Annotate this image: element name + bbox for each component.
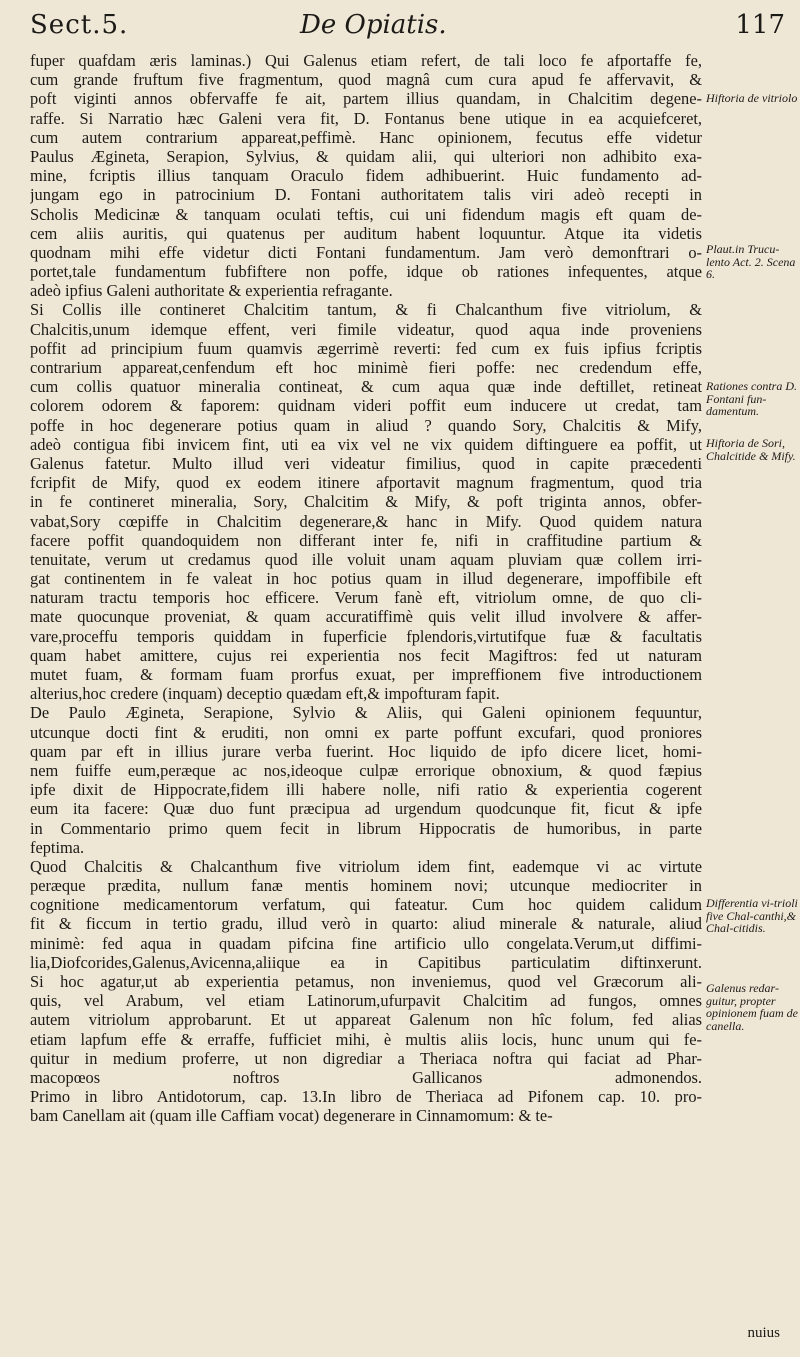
text-line: bam Canellam ait (quam ille Caffiam vocat) degenerare in Cinnamomum: & te- [30,1106,553,1126]
text-line: cum autem contrarium appareat,peffimè. Hanc opinionem, fecutus effe videtur [30,127,702,147]
margin-note-6: Galenus redar-guitur, propter opinionem fuam de canella. [706,981,798,1033]
text-line: Chalcitis,unum idemque effent, veri fimile videatur, quod aqua inde proveniens [30,319,702,339]
section-label: Sect.5. [30,10,129,40]
text-line: autem vitriolum approbarunt. Et ut appareat Galenum non hîc folum, fed alias [30,1010,702,1030]
text-line: vabat,Sory cœpiffe in Chalcitim degenerare,& hanc in Mify. Quod quidem natura [30,511,702,531]
text-line: raffe. Si Narratio hæc Galeni vera fit, D. Fontanus bene utique in ea acquiefceret, [30,108,702,128]
main-text-block [30,51,702,1126]
margin-note-5: Differentia vi-trioli five Chal-canthi,& Chal-citidis. [706,896,798,935]
margin-note-4: Hiftoria de Sori, Chalcitide & Mify. [706,436,796,463]
text-line: Si hoc agatur,ut ab experientia petamus, non inveniemus, quod vel Græcorum ali- [30,972,702,991]
running-header [30,10,785,50]
text-line: peræque prædita, nullum fanæ mentis hominem novi; utcunque mediocriter in [30,876,702,896]
text-line: in fe contineret mineralia, Sory, Chalcitim & Mify, & poft triginta annos, obfer- [30,492,702,512]
text-line: Quod Chalcitis & Chalcanthum five vitriolum idem fint, eademque vi ac virtute [30,856,702,876]
text-line: vare,proceffu temporis quiddam in fuperficie fplendoris,virtutifque fuæ & facultatis [30,626,702,646]
text-line: quam par eft in illius jurare verba fuerint. Hoc liquido de ipfo dicere licet, homi- [30,741,702,761]
text-line: minimè: fed aqua in quadam pifcina fine artificio ullo congelata.Verum,ut diffimi- [30,933,702,953]
text-line: nem fuiffe eum,peræque ac nos,ideoque culpæ errorique obnoxium, & quod fæpius [30,760,702,780]
text-line: poffit ad principium fuum quamvis ægerrimè reverti: fed cum ex fuis ipfius fcriptis [30,338,702,358]
page-number: 117 [735,10,785,40]
text-line: mine, fcriptis illius tanquam Oraculo fidem adhibuerint. Huic fundamento ad- [30,166,702,186]
text-line: portet,tale fundamentum fubfiftere non poffe, idque ob rationes infequentes, atque [30,262,702,282]
text-line: ipfe dixit de Hippocrate,fidem illi habere nolle, nifi ratio & experientia cogerent [30,780,702,800]
text-line: eum ita facere: Quæ duo funt præcipua ad urgendum quodcunque fit, ficut & ipfe [30,799,702,819]
text-line: gat continentem in fe valeat in hoc potius quam in illud degenerare, impoffibile eft [30,569,702,589]
text-line: naturam tractu temporis hoc efficere. Verum fanè eft, vitriolum omne, de quo cli- [30,588,702,608]
text-line: fuper quafdam æris laminas.) Qui Galenus etiam refert, de tali loco fe afportaffe fe, [30,51,702,70]
text-line: mate quocunque proveniat, & quam accuratiffimè quis velit illud involvere & affer- [30,607,702,627]
text-line: feptima. [30,837,85,857]
text-line: jungam ego in patrocinium D. Fontani authoritatem talis viri adeò recepti in [30,185,702,205]
text-line: alterius,hoc credere (inquam) deceptio quædam eft,& impofturam fapit. [30,684,500,704]
text-line: quodnam mihi effe videtur dicti Fontani fundamentum. Jam verò demonftrari o- [30,242,702,262]
text-line: adeò contigua fibi invicem fint, uti ea vix vel ne vix quidem diftinguere ea poffit, ut [30,434,702,454]
text-line: poffe in hoc degenerare potius quam in aliud ? quando Sory, Chalcitis & Mify, [30,415,702,435]
text-line: utcunque docti fint & eruditi, non omni ex parte poffunt excufari, quod proniores [30,722,702,742]
running-title: De Opiatis. [300,10,447,40]
text-line: Galenus fatetur. Multo illud veri videatur fimilius, quod in capite præcedenti [30,453,702,473]
text-line: quitur in medium proferre, ut non digrediar a Theriaca noftra qui faciat ad Phar- [30,1048,702,1068]
text-line: Paulus Ægineta, Serapion, Sylvius, & quidam alii, qui ulteriori non adhibito exa- [30,146,702,166]
text-line: lia,Diofcorides,Galenus,Avicenna,aliique ea in Capitibus particulatim diftinxerunt. [30,952,702,972]
text-line: quis, vel Arabum, vel etiam Latinorum,ufurpavit Chalcitim ad fungos, omnes [30,991,702,1011]
text-line: contrarium appareat,cenfendum eft hoc minimè fieri poffe: nec credendum effe, [30,358,702,377]
text-line: poft viginti annos obfervaffe fe ait, partem illius quandam, in Chalcitim degene- [30,89,702,109]
catchword: nuius [747,1325,780,1341]
margin-note-1: Hiftoria de vitriolo [706,91,798,105]
text-line: cem aliis auritis, qui quatenus per auditum habent loquuntur. Atque ita videtis [30,223,702,243]
text-line: fcripfit de Mify, quod ex eodem itinere afportavit magnum fragmentum, quod tria [30,473,702,493]
margin-note-3: Rationes contra D. Fontani fun-damentum. [706,379,797,418]
text-line: colorem odorem & faporem: quidnam videri poffit eum inducere ut credat, tam [30,396,702,416]
text-line: Scholis Medicinæ & tanquam oculati teftis, cui uni fidendum magis eft quam de- [30,204,702,224]
text-line: Primo in libro Antidotorum, cap. 13.In libro de Theriaca ad Pifonem cap. 10. pro- [30,1087,702,1107]
text-line: cum collis quatuor mineralia contineat, & cum aqua quæ inde deftillet, retineat [30,377,702,397]
text-line: facere poffit quandoquidem non differant inter fe, nifi in craffitudine partium & [30,530,702,550]
text-line: mutet fuam, & formam fuam prorfus exuat, per impreffionem five introductionem [30,665,702,684]
text-line: Si Collis ille contineret Chalcitim tantum, & fi Chalcanthum five vitriolum, & [30,300,702,320]
text-line: fit & ficcum in tertio gradu, illud verò in quarto: aliud minerale & naturale, aliud [30,914,702,934]
text-line: etiam lapfum effe & erraffe, fufficiet mihi, è multis aliis locis, hunc unum qui fe- [30,1029,702,1049]
text-line: cognitione medicamentorum verfatum, qui fateatur. Cum hoc quidem calidum [30,895,702,915]
text-line: macopœos noftros Gallicanos admonendos. [30,1067,702,1087]
text-line: in Commentario primo quem fecit in librum Hippocratis de humoribus, in parte [30,818,702,838]
text-line: cum grande fruftum five fragmentum, quod magnâ cum cura apud fe affervavit, & [30,70,702,90]
text-line: quam habet amittere, cujus rei experientia nos fecit Magiftros: fed ut naturam [30,645,702,665]
text-line: adeò ipfius Galeni authoritate & experientia refragante. [30,281,393,301]
margin-note-2: Plaut.in Trucu-lento Act. 2. Scena 6. [706,242,796,281]
text-line: De Paulo Ægineta, Serapione, Sylvio & Aliis, qui Galeni opinionem fequuntur, [30,703,702,723]
text-line: tenuitate, verum ut credamus quod ille voluit unam aquam pluviam quæ collem irri- [30,549,702,569]
